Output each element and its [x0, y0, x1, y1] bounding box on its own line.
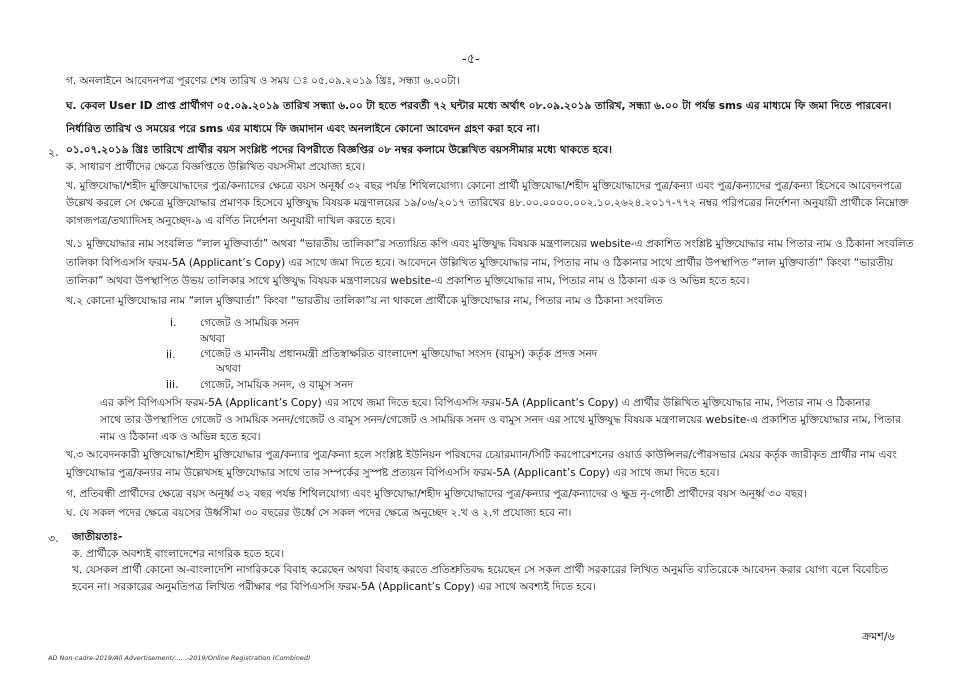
- age-requirement-heading: ০১.০৭.২০১৯ খ্রিঃ তারিখে প্রার্থীর বয়স সংশ্লিষ্ট পদের বিপরীতে বিজ্ঞপ্তির ০৮ নম্বর কলামে উল্লেখিত বয়সসীমার মধ্যে থাকতে হবে।: [66, 144, 613, 156]
- age-limit-exception-line: ঘ. যে সকল পদের ক্ষেত্রে বয়সের উর্ধ্বসীমা ৩০ বছরের উর্ধ্বে সে সকল পদের ক্ষেত্রে অনুচ্ছেদ ২.খ ও ২.গ প্রযোজ্য হবে না।: [66, 507, 572, 519]
- freedom-fighter-age-line: খ. মুক্তিযোদ্ধা/শহীদ মুক্তিযোদ্ধাদের পুত্র/কন্যাদের ক্ষেত্রে বয়স অনূর্ধ্ব ৩২ বছর পর্যন্ত শিথিলযোগ্য। কোনো প্রার্থী মুক্তিযোদ্ধা/শহীদ মুক্তিযোদ্ধাদের পুত্র/কন্যা এবং পুত্র/কন্যাদের পুত্র/কন্যা হিসেবে আবেদনপত্রে: [66, 180, 902, 192]
- citizenship-line: ক. প্রার্থীকে অবশ্যই বাংলাদেশের নাগরিক হতে হবে।: [72, 548, 285, 560]
- roman-ii: ii.: [166, 348, 176, 361]
- sms-fee-line-cont: নির্ধারিত তারিখ ও সময়ের পরে sms এর মাধ্যমে ফি জমাদান এবং অনলাইনে কোনো আবেদন গ্রহণ করা হবে না।: [66, 123, 540, 135]
- option-ii-text: গেজেট ও মাননীয় প্রধানমন্ত্রী প্রতিস্বাক্ষরিত বাংলাদেশ মুক্তিযোদ্ধা সংসদ (বামুস) কর্তৃক প্রদত্ত সনদ: [200, 348, 598, 360]
- documents-line: কাগজপত্র/তথ্যাদিসহ অনুচ্ছেদ-৯ এ বর্ণিত নির্দেশনা অনুযায়ী দাখিল করতে হবে।: [66, 215, 396, 227]
- continued-marker: ক্রমশ/৬: [862, 630, 895, 643]
- copy-submission-line-1: এর কপি বিপিএসসি ফরম-5A (Applicant’s Copy) এর সাথে জমা দিতে হবে। বিপিএসসি ফরম-5A (Applicant’s Copy) এ প্রার্থীর উল্লিখিত মুক্তিযোদ্ধার নাম, পিতার নাম ও ঠিকানার: [100, 397, 871, 409]
- freedom-fighter-proof-line: উল্লেখ করলে সে ক্ষেত্রে মুক্তিযোদ্ধার প্রমাণক হিসেবে মুক্তিযুদ্ধ বিষয়ক মন্ত্রণালয়ের ১৯/০৬/২০১৭ তারিখের ৪৮.০০.০০০০.০০২.১০.২৬২৪.২০১৭-৭৭২ নম্বর পরিপত্রের নির্দেশনা অনুযায়ী প্রার্থীকে নিম্নোক্ত: [66, 197, 909, 209]
- or-2: অথবা: [216, 363, 241, 375]
- section-3-number: ৩.: [48, 532, 59, 545]
- online-deadline-line: গ. অনলাইনে আবেদনপত্র পূরণের শেষ তারিখ ও সময় ঃ ০৫.০৯.২০১৯ খ্রিঃ, সন্ধ্যা ৬.০০টা।: [66, 75, 460, 87]
- foreign-marriage-line: খ. যেসকল প্রার্থী কোনো অ-বাংলাদেশি নাগরিককে বিবাহ করেছেন অথবা বিবাহ করতে প্রতিশ্রুতিবদ্ধ হয়েছেন সে সকল প্রার্থী সরকারের লিখিত অনুমতি ব্যতিরেকে আবেদন করার যোগ্য বলে বিবেচিত: [72, 564, 889, 576]
- section-2-number: ২.: [48, 146, 59, 159]
- kha1-line-3: তালিকা” অথবা উপস্থাপিত উভয় তালিকার সাথে মুক্তিযুদ্ধ বিষয়ক মন্ত্রণালয়ের website-এ প্রকাশিত মুক্তিযোদ্ধার নাম, পিতার নাম ও ঠিকানা এক ও অভিন্ন হতে হবে।: [66, 275, 750, 287]
- foreign-marriage-line-cont: হবেন না। সরকারের অনুমতিপত্র লিখিত পরীক্ষার পর বিপিএসসি ফরম-5A (Applicant’s Copy) এর সাথে অবশ্যই দিতে হবে।: [72, 581, 596, 593]
- kha3-line-2: মুক্তিযোদ্ধার পুত্র/কন্যার নাম উল্লেখসহ মুক্তিযোদ্ধার সাথে তার সম্পর্কের সুস্পষ্ট প্রত্যয়ন বিপিএসসি ফরম-5A (Applicant’s Copy) এর সাথে জমা দিতে হবে।: [66, 467, 720, 479]
- kha1-line-1: খ.১ মুক্তিযোদ্ধার নাম সংবলিত “লাল মুক্তিবার্তা” অথবা “ভারতীয় তালিকা”র সত্যায়িত কপি এবং মুক্তিযুদ্ধ বিষয়ক মন্ত্রণালয়ের website-এ প্রকাশিত সংশ্লিষ্ট মুক্তিযোদ্ধার নাম পিতার নাম ও ঠিকানা সংবলিত: [66, 238, 914, 250]
- kha1-line-2: তালিকা বিপিএসসি ফরম-5A (Applicant’s Copy) এর সাথে জমা দিতে হবে। আবেদনে উল্লিখিত মুক্তিযোদ্ধার নাম, পিতার নাম ও ঠিকানার সাথে প্রার্থীর উপস্থাপিত “লাল মুক্তিবার্তা” কিংবা “ভারতীয়: [66, 257, 893, 269]
- roman-i: i.: [170, 316, 177, 329]
- kha2-line: খ.২ কোনো মুক্তিযোদ্ধার নাম “লাল মুক্তিবার্তা” কিংবা “ভারতীয় তালিকা”য় না থাকলে প্রার্থীকে মুক্তিযোদ্ধার নাম, পিতার নাম ও ঠিকানা সংবলিত: [66, 295, 663, 307]
- nationality-heading: জাতীয়তাঃ-: [72, 531, 123, 543]
- or-1: অথবা: [200, 333, 225, 345]
- disabled-candidates-line: গ. প্রতিবন্ধী প্রার্থীদের ক্ষেত্রে বয়স অনূর্ধ্ব ৩২ বছর পর্যন্ত শিথিলযোগ্য এবং মুক্তিযোদ্ধা/শহীদ মুক্তিযোদ্ধাদের পুত্র/কন্যার পুত্র/কন্যাদের ও ক্ষুদ্র নৃ-গোষ্ঠী প্রার্থীদের বয়স অনূর্ধ্ব ৩০ বছর।: [66, 488, 807, 500]
- option-i-text: গেজেট ও সাময়িক সনদ: [200, 317, 300, 329]
- roman-iii: iii.: [166, 378, 179, 391]
- copy-submission-line-3: নাম ও ঠিকানা এক ও অভিন্ন হতে হবে।: [100, 431, 261, 443]
- general-candidates-line: ক. সাধারণ প্রার্থীদের ক্ষেত্রে বিজ্ঞপ্তিতে উল্লিখিত বয়সসীমা প্রযোজ্য হবে।: [66, 161, 366, 173]
- copy-submission-line-2: সাথে তার উপস্থাপিত গেজেট ও সাময়িক সনদ/গেজেট ও বামুস সনদ/গেজেট ও সাময়িক সনদ ও বামুস সনদ এর সাথে মুক্তিযুদ্ধ বিষয়ক মন্ত্রণালয়ের website-এ প্রকাশিত মুক্তিযোদ্ধার নাম, পিতার: [100, 414, 901, 426]
- footer-path: AD Non-cadre-2019/All Advertisement/......-2019/Online Registration (Combined): [48, 654, 311, 662]
- option-iii-text: গেজেট, সাময়িক সনদ, ও বামুস সনদ: [200, 379, 354, 391]
- kha3-line-1: খ.৩ আবেদনকারী মুক্তিযোদ্ধা/শহীদ মুক্তিযোদ্ধার পুত্র/কন্যার পুত্র/কন্যা হলে সংশ্লিষ্ট ইউনিয়ন পরিষদের চেয়ারম্যান/সিটি করপোরেশনের ওয়ার্ড কাউন্সিলর/পৌরসভার মেয়র কর্তৃক জারীকৃত প্রার্থীর নাম এবং: [66, 449, 897, 461]
- sms-fee-line: ঘ. কেবল User ID প্রাপ্ত প্রার্থীগণ ০৫.০৯.২০১৯ তারিখ সন্ধ্যা ৬.০০ টা হতে পরবর্তী ৭২ ঘন্টার মধ্যে অর্থাৎ ০৮.০৯.২০১৯ তারিখ, সন্ধ্যা ৬.০০ টা পর্যন্ত sms এর মাধ্যমে ফি জমা দিতে পারবেন।: [66, 100, 892, 112]
- page-number: -৫-: [462, 52, 480, 67]
